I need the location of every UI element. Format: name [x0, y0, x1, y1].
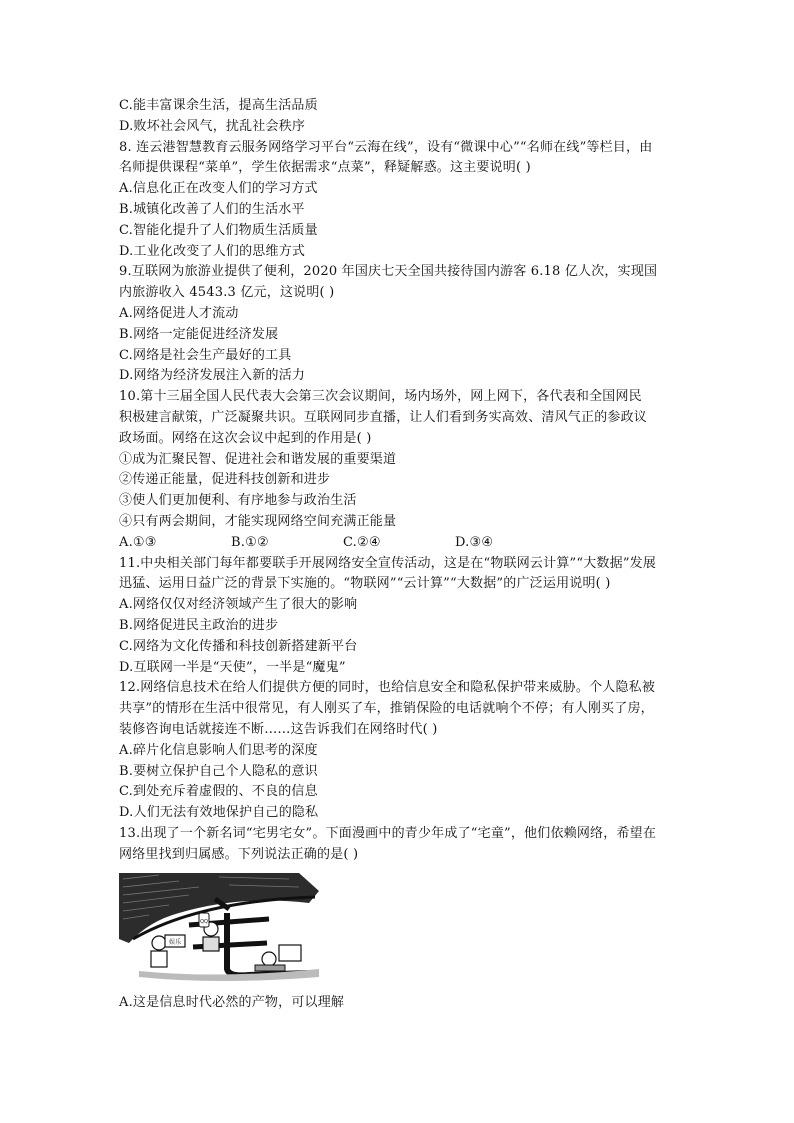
question-8-option: D.工业化改变了人们的思维方式 [119, 243, 306, 259]
option-a: A.①③ [119, 534, 157, 550]
question-13-stem: 网络里找到归属感。下列说法正确的是( ) [119, 846, 359, 862]
question-9-option: B.网络一定能促进经济发展 [119, 326, 279, 342]
text-line: D.败坏社会风气，扰乱社会秩序 [119, 118, 306, 134]
question-10-statement: ④只有两会期间，才能实现网络空间充满正能量 [119, 513, 397, 529]
top-text-block [119, 96, 679, 533]
question-13-stem: 13.出现了一个新名词“宅男宅女”。下面漫画中的青少年成了“宅童”，他们依赖网络，希望在 [119, 825, 657, 841]
qq-text: QQ [200, 919, 208, 926]
question-13-option: A.这是信息时代必然的产物，可以理解 [119, 995, 345, 1011]
question-12-option: A.碎片化信息影响人们思考的深度 [119, 742, 318, 758]
middle-text-block [119, 554, 679, 866]
question-9-option: D.网络为经济发展注入新的活力 [119, 368, 306, 384]
question-12-option: C.到处充斥着虚假的、不良的信息 [119, 784, 318, 800]
option-b: B.①② [231, 534, 269, 550]
question-8-option: C.智能化提升了人们物质生活质量 [119, 222, 318, 238]
question-12-option: B.要树立保护自己个人隐私的意识 [119, 763, 318, 779]
question-10-stem: 10.第十三届全国人民代表大会第三次会议期间，场内场外，网上网下，各代表和全国网民 [119, 389, 642, 405]
computer-screen [279, 945, 301, 961]
question-8-stem: 名师提供课程“菜单”，学生依据需求“点菜”，释疑解惑。这主要说明( ) [119, 160, 531, 176]
text-line: C.能丰富课余生活，提高生活品质 [119, 98, 318, 113]
question-8-stem: 8. 连云港智慧教育云服务网络学习平台“云海在线”，设有“微课中心”“名师在线”等栏目，由 [119, 139, 653, 155]
sign-text: 娱乐 [168, 939, 182, 947]
exam-page [119, 96, 679, 1014]
bottom-text-block [119, 993, 679, 1014]
question-11-option: B.网络促进民主政治的进步 [119, 617, 279, 633]
question-8-option: A.信息化正在改变人们的学习方式 [119, 181, 318, 197]
cartoon-illustration [119, 873, 325, 983]
question-10-statement: ②传递正能量，促进科技创新和进步 [119, 472, 331, 488]
question-9-option: C.网络是社会生产最好的工具 [119, 347, 292, 363]
question-10-stem: 政场面。网络在这次会议中起到的作用是( ) [119, 430, 372, 446]
question-12-option: D.人们无法有效地保护自己的隐私 [119, 805, 319, 821]
question-9-stem: 9.互联网为旅游业提供了便利，2020 年国庆七天全国共接待国内游客 6.18 亿人次，实现国 [119, 264, 658, 280]
option-c: C.②④ [343, 534, 381, 550]
option-d: D.③④ [455, 534, 494, 550]
question-10-stem: 积极建言献策，广泛凝聚共识。互联网同步直播，让人们看到务实高效、清风气正的参政议 [119, 409, 648, 425]
question-11-stem: 迅猛、运用日益广泛的背景下实施的。“物联网”“云计算”“大数据”的广泛运用说明( ) [119, 576, 611, 592]
question-12-stem: 共享”的情形在生活中很常见，有人刚买了车，推销保险的电话就响个不停；有人刚买了房， [119, 701, 654, 717]
question-12-stem: 12.网络信息技术在给人们提供方便的同时，也给信息安全和隐私保护带来威胁。个人隐私被 [119, 680, 656, 696]
question-11-option: A.网络仅仅对经济领域产生了很大的影响 [119, 597, 358, 613]
question-11-option: C.网络为文化传播和科技创新搭建新平台 [119, 638, 358, 654]
question-9-option: A.网络促进人才流动 [119, 305, 239, 321]
question-10-statement: ③使人们更加便利、有序地参与政治生活 [119, 493, 357, 509]
question-9-stem: 内旅游收入 4543.3 亿元，这说明( ) [119, 285, 335, 301]
question-8-option: B.城镇化改善了人们的生活水平 [119, 201, 305, 217]
question-10-statement: ①成为汇聚民智、促进社会和谐发展的重要渠道 [119, 451, 397, 467]
question-10-options [119, 533, 679, 554]
question-11-option: D.互联网一半是“天使”，一半是“魔鬼” [119, 659, 346, 675]
question-12-stem: 装修咨询电话就接连不断……这告诉我们在网络时代( ) [119, 721, 438, 737]
question-11-stem: 11.中央相关部门每年都要联手开展网络安全宣传活动，这是在“物联网云计算”“大数据”发展 [119, 555, 657, 571]
